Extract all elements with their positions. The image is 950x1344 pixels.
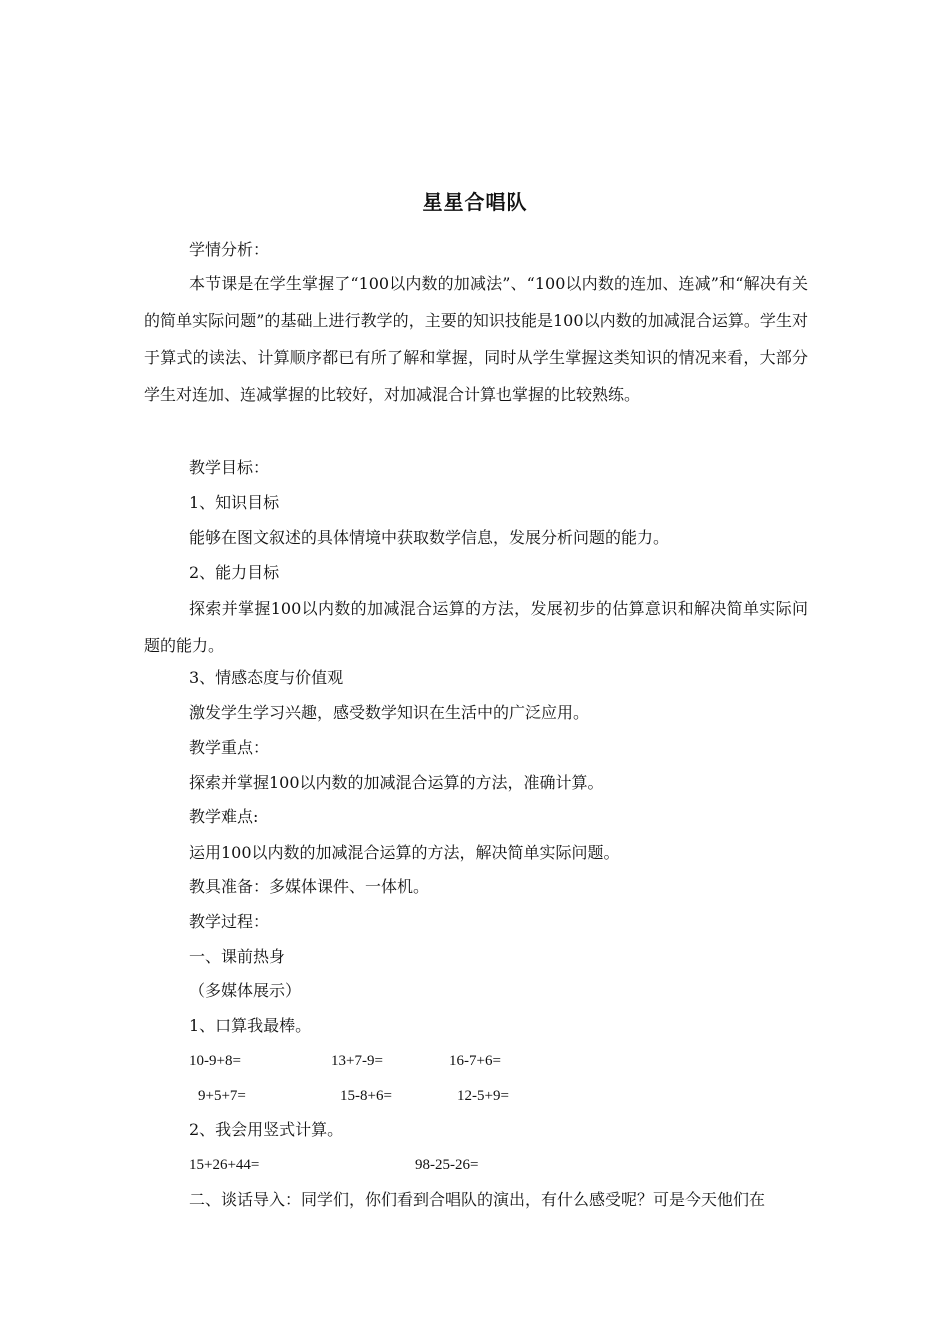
- oral-problem: 15-8+6=: [340, 1088, 392, 1104]
- vertical-heading: 2、我会用竖式计算。: [189, 1120, 344, 1139]
- focus-heading: 教学重点：: [189, 738, 270, 757]
- goal1-heading: 1、知识目标: [189, 493, 280, 512]
- goal2-heading: 2、能力目标: [189, 563, 280, 582]
- multimedia-note: （多媒体展示）: [189, 981, 302, 1000]
- vertical-problem: 98-25-26=: [415, 1157, 479, 1173]
- document-title: 星星合唱队: [422, 190, 528, 214]
- difficulty-text: 运用100以内数的加减混合运算的方法，解决简单实际问题。: [189, 843, 620, 862]
- analysis-heading: 学情分析：: [189, 240, 270, 259]
- difficulty-heading: 教学难点:: [189, 807, 259, 826]
- goal2-paragraph: 探索并掌握100以内数的加减混合运算的方法，发展初步的估算意识和解决简单实际问题的能力。: [144, 599, 808, 655]
- process-heading: 教学过程：: [189, 912, 270, 931]
- vertical-problem: 15+26+44=: [189, 1157, 260, 1173]
- goals-heading: 教学目标：: [189, 458, 270, 477]
- oral-problem: 12-5+9=: [457, 1088, 509, 1104]
- oral-problem: 16-7+6=: [449, 1053, 501, 1069]
- goal3-heading: 3、情感态度与价值观: [189, 668, 344, 687]
- warmup-heading: 一、课前热身: [189, 947, 286, 966]
- oral-heading: 1、口算我最棒。: [189, 1016, 312, 1035]
- goal1-text: 能够在图文叙述的具体情境中获取数学信息，发展分析问题的能力。: [189, 528, 670, 547]
- focus-text: 探索并掌握100以内数的加减混合运算的方法，准确计算。: [189, 773, 604, 792]
- oral-problem: 9+5+7=: [198, 1088, 246, 1104]
- goal3-text: 激发学生学习兴趣，感受数学知识在生活中的广泛应用。: [189, 703, 590, 722]
- materials-text: 教具准备：多媒体课件、一体机。: [189, 877, 430, 896]
- intro-text: 二、谈话导入：同学们，你们看到合唱队的演出，有什么感受呢？可是今天他们在: [189, 1190, 766, 1209]
- oral-problem: 13+7-9=: [331, 1053, 383, 1069]
- analysis-paragraph: 本节课是在学生掌握了“100以内数的加减法”、“100以内数的连加、连减”和“解决有关的简单实际问题”的基础上进行教学的，主要的知识技能是100以内数的加减混合运算。学生对于算式的读法、计算顺序都已有所了解和掌握，同时从学生掌握这类知识的情况来看，大部分学生对连加、连减掌握的比较好，对加减混合计算也掌握的比较熟练。: [144, 274, 808, 404]
- oral-problem: 10-9+8=: [189, 1053, 241, 1069]
